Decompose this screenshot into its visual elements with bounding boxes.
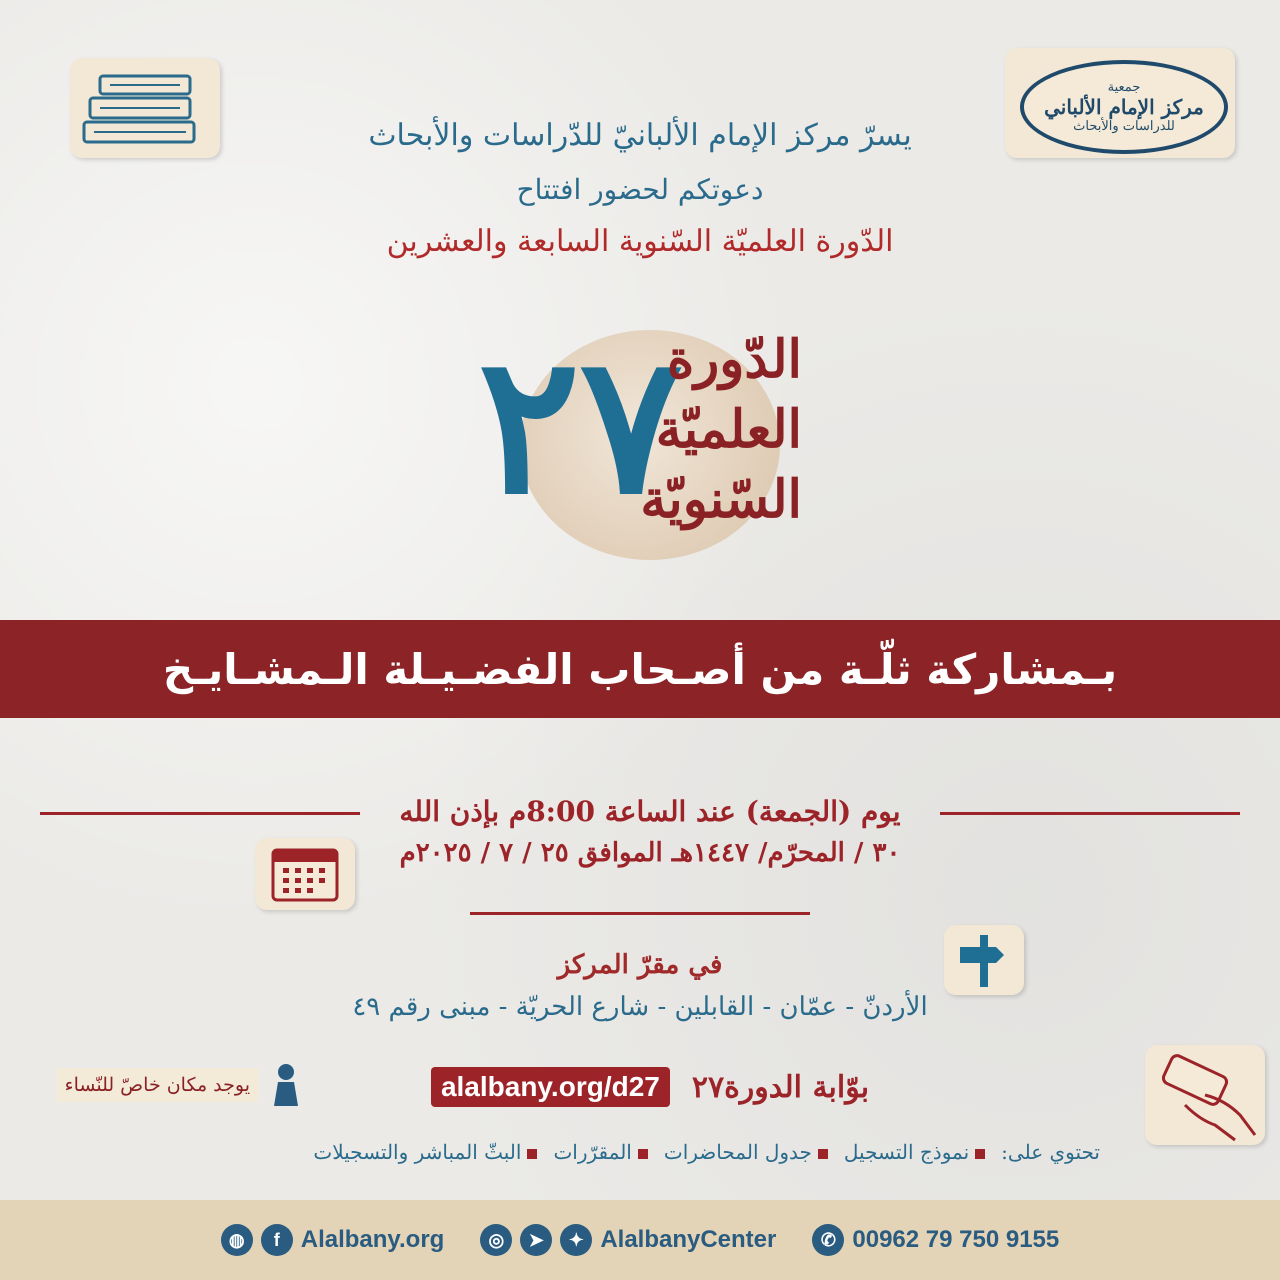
header-line-1: يسرّ مركز الإمام الألبانيّ للدّراسات والأبحاث	[368, 118, 912, 153]
logo-main-text: مركز الإمام الألباني	[1044, 95, 1204, 119]
schedule-block	[360, 795, 940, 868]
phone-group[interactable]	[812, 1224, 1059, 1256]
contents-item: نموذج التسجيل	[844, 1140, 985, 1164]
contents-item: البثّ المباشر والتسجيلات	[313, 1140, 537, 1164]
sheikhs-banner	[0, 620, 1280, 718]
signpost-sticker	[944, 925, 1024, 995]
women-note: يوجد مكان خاصّ للنّساء	[57, 1068, 258, 1102]
globe-icon: ◍	[221, 1224, 253, 1256]
facebook-icon: f	[261, 1224, 293, 1256]
portal-contents	[180, 1140, 1100, 1164]
emblem-title	[612, 325, 802, 535]
footer-bar	[0, 1200, 1280, 1280]
whatsapp-icon: ✆	[812, 1224, 844, 1256]
logo-top-text: جمعية	[1107, 80, 1141, 95]
portal-link[interactable]: alalbany.org/d27	[431, 1067, 670, 1107]
invitation-header	[0, 118, 1280, 259]
divider-right	[940, 812, 1240, 815]
contents-label: تحتوي على:	[1001, 1140, 1100, 1164]
header-line-2: دعوتكم لحضور افتتاح	[516, 173, 764, 206]
contents-item: جدول المحاضرات	[664, 1140, 828, 1164]
hand-phone-icon	[1145, 1045, 1265, 1145]
divider-left	[40, 812, 360, 815]
location-block	[300, 950, 980, 1022]
social-group[interactable]	[480, 1224, 776, 1256]
women-section	[36, 1060, 306, 1110]
portal-row	[420, 1062, 880, 1112]
divider-middle	[470, 912, 810, 915]
portal-label: بوّابة الدورة٢٧	[691, 1069, 870, 1105]
schedule-date: ٣٠ / المحرّم/ ١٤٤٧هـ الموافق ٢٥ / ٧ / ٢٠٢٥م	[399, 838, 901, 868]
signpost-icon	[944, 925, 1024, 995]
contents-item: المقرّرات	[553, 1140, 647, 1164]
website-group[interactable]	[221, 1224, 445, 1256]
emblem-title-line-3: السّنويّة	[640, 469, 802, 530]
phone-number: 00962 79 750 9155	[852, 1226, 1060, 1253]
calendar-icon	[255, 838, 355, 910]
telegram-icon: ➤	[520, 1224, 552, 1256]
twitter-icon: ✦	[560, 1224, 592, 1256]
emblem-title-line-1: الدّورة	[666, 329, 802, 390]
header-line-3: الدّورة العلميّة السّنوية السابعة والعشرين	[386, 224, 894, 259]
website-text: Alalbany.org	[300, 1226, 445, 1253]
location-title: في مقرّ المركز	[557, 950, 723, 980]
location-address: الأردنّ - عمّان - القابلين - شارع الحريّة - مبنى رقم ٤٩	[352, 992, 928, 1022]
logo-sub-text: للدراسات والأبحاث	[1073, 119, 1175, 134]
woman-icon	[266, 1060, 306, 1110]
banner-text: بـمشاركة ثلّـة من أصـحاب الفضـيـلة الـمشـايـخ	[162, 644, 1118, 694]
schedule-time: يوم (الجمعة) عند الساعة 8:00م بإذن الله	[399, 795, 901, 828]
social-handle: AlalbanyCenter	[600, 1226, 777, 1253]
calendar-sticker	[255, 838, 355, 910]
emblem-title-line-2: العلميّة	[655, 399, 802, 460]
emblem-number: ٢٧	[478, 313, 683, 536]
phone-sticker	[1145, 1045, 1265, 1145]
instagram-icon: ◎	[480, 1224, 512, 1256]
